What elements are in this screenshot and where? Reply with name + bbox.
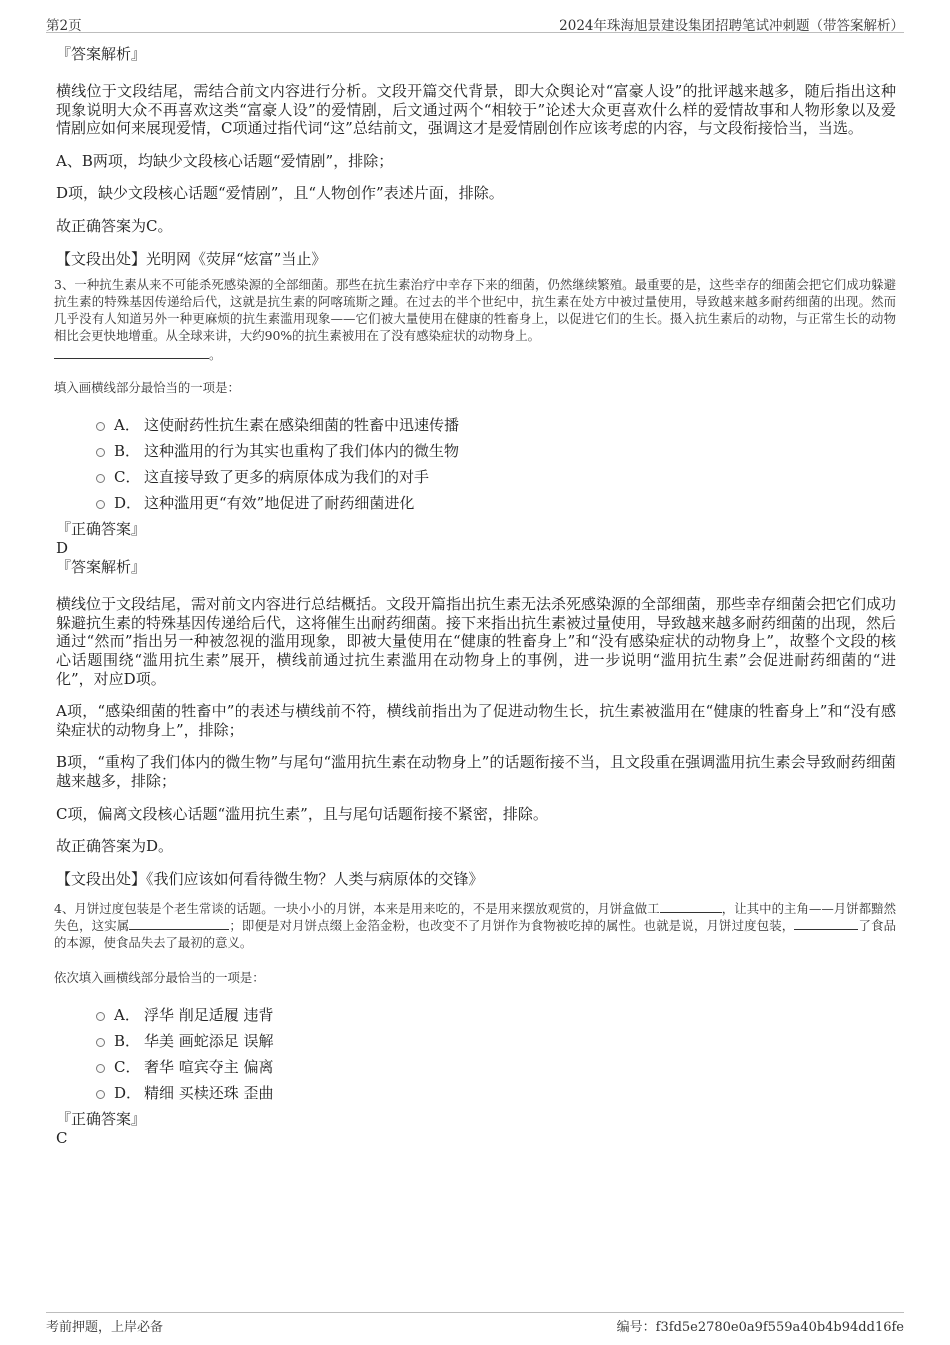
q3-blank bbox=[54, 346, 209, 359]
q3-option-d[interactable] bbox=[56, 492, 896, 518]
q3-source: 【文段出处】《我们应该如何看待微生物？人类与病原体的交锋》 bbox=[56, 869, 484, 888]
q2-analysis-label: 『答案解析』 bbox=[56, 45, 147, 63]
q4-stem-part3: ；即便是对月饼点缀上金箔金粉，也改变不了月饼作为食物被吃掉的属性。也就是说，月饼过度包装， bbox=[229, 918, 795, 934]
option-text: 这使耐药性抗生素在感染细菌的牲畜中迅速传播 bbox=[144, 416, 460, 435]
option-text: 这种滥用的行为其实也重构了我们体内的微生物 bbox=[144, 442, 460, 461]
page-header bbox=[46, 10, 904, 33]
q4-blank-1 bbox=[660, 900, 722, 913]
q3-option-a[interactable] bbox=[56, 414, 896, 440]
q3-analysis-label: 『答案解析』 bbox=[56, 558, 147, 577]
q3-correct-label: 『正确答案』 bbox=[56, 520, 147, 539]
document-code: 编号：f3fd5e2780e0a9f559a40b4b94dd16fe bbox=[616, 1320, 904, 1335]
option-letter: C． bbox=[114, 1058, 141, 1077]
option-text: 这直接导致了更多的病原体成为我们的对手 bbox=[144, 468, 430, 487]
radio-icon[interactable] bbox=[96, 1012, 105, 1021]
q4-correct-label: 『正确答案』 bbox=[56, 1110, 147, 1129]
q2-source: 【文段出处】光明网《荧屏“炫富”当止》 bbox=[56, 249, 327, 268]
q4-option-c[interactable] bbox=[56, 1056, 896, 1082]
q4-option-a[interactable] bbox=[56, 1004, 896, 1030]
q3-option-c[interactable] bbox=[56, 466, 896, 492]
q4-option-b[interactable] bbox=[56, 1030, 896, 1056]
option-letter: D． bbox=[114, 1084, 142, 1103]
q4-stem-part2: ，让其中的主角——月饼都黯然失色，这实属 bbox=[54, 901, 897, 934]
radio-icon[interactable] bbox=[96, 1038, 105, 1047]
q4-option-d[interactable] bbox=[56, 1082, 896, 1108]
radio-icon[interactable] bbox=[96, 1064, 105, 1073]
option-letter: A． bbox=[114, 416, 140, 435]
q4-correct-answer: C bbox=[56, 1129, 68, 1148]
q3-note-b: B项，“重构了我们体内的微生物”与尾句“滥用抗生素在动物身上”的话题衔接不当，且文段重在强调滥用抗生素会导致耐药细菌越来越多，排除； bbox=[56, 753, 896, 790]
page-number: 第2页 bbox=[46, 18, 82, 34]
radio-icon[interactable] bbox=[96, 1090, 105, 1099]
option-letter: C． bbox=[114, 468, 141, 487]
radio-icon[interactable] bbox=[96, 500, 105, 509]
q3-stem: 3、一种抗生素从来不可能杀死感染源的全部细菌。那些在抗生素治疗中幸存下来的细菌，仍然继续繁殖。最重要的是，这些幸存的细菌会把它们成功躲避抗生素的特殊基因传递给后代，这就是抗生素的阿喀琉斯之踵。在过去的半个世纪中，抗生素在处方中被过量使用，导致越来越多耐药细菌的出现。然而几乎没有人知道另外一种更麻烦的抗生素滥用现象——它们被大量使用在健康的牲畜身上，以促进它们的生长。摄入抗生素后的动物，与正常生长的动物相比会更快地增重。从全球来讲，大约90%的抗生素被用在了没有感染症状的动物身上。 bbox=[54, 277, 896, 344]
option-letter: B． bbox=[114, 1032, 141, 1051]
q3-analysis-text: 横线位于文段结尾，需对前文内容进行总结概括。文段开篇指出抗生素无法杀死感染源的全部细菌，那些幸存细菌会把它们成功躲避抗生素的特殊基因传递给后代，这将催生出耐药细菌。接下来指出抗生素被过量使用，导致越来越多耐药细菌的出现，然后通过“然而”指出另一种被忽视的滥用现象，即被大量使用在“健康的牲畜身上”和“没有感染症状的动物身上”，故整个文段的核心话题围绕“滥用抗生素”展开，横线前通过抗生素滥用在动物身上的事例，进一步说明“滥用抗生素”会促进耐药细菌的“进化”，对应D项。 bbox=[56, 595, 897, 688]
q4-stem bbox=[54, 900, 896, 951]
q2-note-d: D项，缺少文段核心话题“爱情剧”，且“人物创作”表述片面，排除。 bbox=[56, 184, 504, 203]
q3-options bbox=[56, 414, 896, 518]
q2-conclusion: 故正确答案为C。 bbox=[56, 216, 173, 235]
q3-stem-end: 。 bbox=[209, 347, 222, 363]
q4-options bbox=[56, 1004, 896, 1108]
q4-instruction: 依次填入画横线部分最恰当的一项是： bbox=[54, 970, 265, 986]
q4-stem-part4: 了食品的本源，使食品失去了最初的意义。 bbox=[54, 918, 897, 951]
q4-blank-2 bbox=[129, 917, 229, 930]
q3-instruction: 填入画横线部分最恰当的一项是： bbox=[54, 380, 240, 396]
page-footer bbox=[46, 1312, 904, 1335]
q3-note-c: C项，偏离文段核心话题“滥用抗生素”，且与尾句话题衔接不紧密，排除。 bbox=[56, 804, 548, 823]
page-content bbox=[56, 44, 896, 1148]
radio-icon[interactable] bbox=[96, 474, 105, 483]
q4-blank-3 bbox=[794, 917, 858, 930]
option-text: 精细 买椟还珠 歪曲 bbox=[144, 1084, 274, 1103]
document-title: 2024年珠海旭景建设集团招聘笔试冲刺题（带答案解析） bbox=[559, 18, 904, 34]
option-letter: B． bbox=[114, 442, 141, 461]
radio-icon[interactable] bbox=[96, 422, 105, 431]
q4-stem-part1: 4、月饼过度包装是个老生常谈的话题。一块小小的月饼，本来是用来吃的，不是用来摆放观赏的，月饼盒做工 bbox=[54, 901, 660, 917]
option-letter: D． bbox=[114, 494, 142, 513]
option-letter: A． bbox=[114, 1006, 140, 1025]
option-text: 华美 画蛇添足 误解 bbox=[144, 1032, 274, 1051]
footer-slogan: 考前押题，上岸必备 bbox=[46, 1320, 164, 1335]
option-text: 这种滥用更“有效”地促进了耐药细菌进化 bbox=[144, 494, 415, 513]
q2-analysis-text: 横线位于文段结尾，需结合前文内容进行分析。文段开篇交代背景，即大众舆论对“富豪人设”的批评越来越多，随后指出这种现象说明大众不再喜欢这类“富豪人设”的爱情剧，后文通过两个“相较于”论述大众更喜欢什么样的爱情故事和人物形象以及爱情剧应如何来展现爱情，C项通过指代词“这”总结前文，强调这才是爱情剧创作应该考虑的内容，与文段衔接恰当，当选。 bbox=[56, 82, 896, 138]
option-text: 奢华 喧宾夺主 偏离 bbox=[144, 1058, 274, 1077]
q2-note-ab: A、B两项，均缺少文段核心话题“爱情剧”，排除； bbox=[56, 151, 394, 170]
q3-note-a: A项，“感染细菌的牲畜中”的表述与横线前不符，横线前指出为了促进动物生长，抗生素被滥用在“健康的牲畜身上”和“没有感染症状的动物身上”，排除； bbox=[56, 702, 896, 739]
q3-option-b[interactable] bbox=[56, 440, 896, 466]
radio-icon[interactable] bbox=[96, 448, 105, 457]
q3-correct-answer: D bbox=[56, 539, 69, 558]
q3-conclusion: 故正确答案为D。 bbox=[56, 837, 174, 856]
option-text: 浮华 削足适履 违背 bbox=[144, 1006, 274, 1025]
